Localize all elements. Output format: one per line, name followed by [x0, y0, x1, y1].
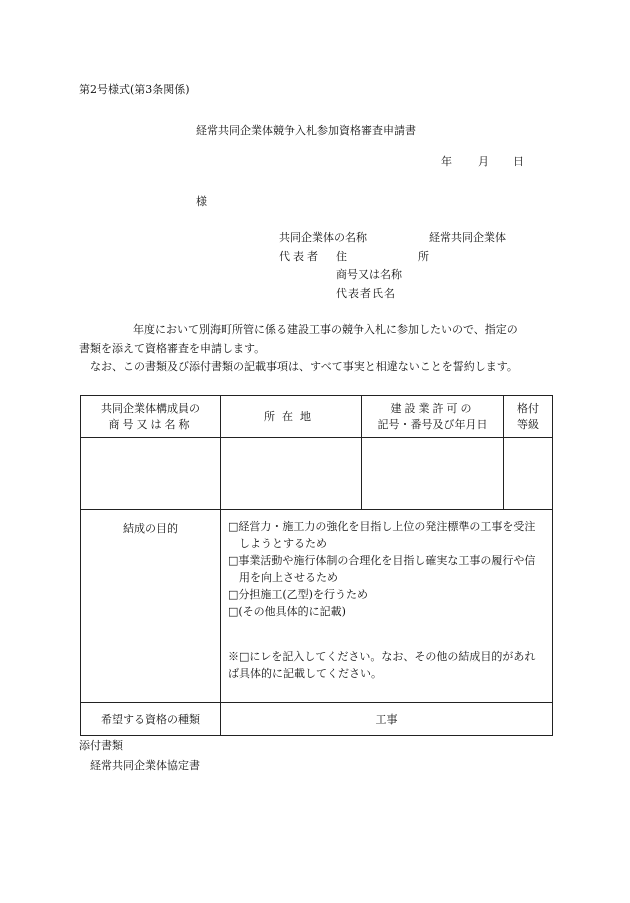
- purpose-label: 結成の目的: [81, 510, 221, 703]
- purpose-option-2[interactable]: □事業活動や施行体制の合理化を目指し確実な工事の履行や信用を向上させるため: [228, 554, 536, 584]
- document-title: 経常共同企業体競争入札参加資格審査申請書: [196, 124, 416, 137]
- purpose-note: ※□にレを記入してください。なお、その他の結成目的があれば具体的に記載してください。: [228, 650, 536, 680]
- desired-qualification-label: 希望する資格の種類: [81, 703, 221, 736]
- attachments-label: 添付書類: [79, 739, 123, 752]
- purpose-option-1[interactable]: □経営力・施工力の強化を目指し上位の発注標準の工事を受注しようとするため: [228, 520, 536, 550]
- purpose-option-3[interactable]: □分担施工(乙型)を行うため: [228, 588, 368, 601]
- representative-name-label: 代表者氏名: [336, 287, 396, 300]
- purpose-row: [81, 510, 553, 703]
- location-header: 所在地: [221, 396, 362, 438]
- purpose-options: [221, 510, 553, 703]
- grade-header: 格付 等級: [504, 396, 553, 438]
- table-row: [81, 438, 553, 510]
- jv-name-value: 経常共同企業体: [429, 231, 506, 244]
- desired-qualification-row: [81, 703, 553, 736]
- application-table: [80, 395, 553, 736]
- license-cell[interactable]: [362, 438, 504, 510]
- trade-name-label: 商号又は名称: [336, 268, 402, 281]
- license-header: 建設業許可の 記号・番号及び年月日: [362, 396, 504, 438]
- body-paragraph-2: なお、この書類及び添付書類の記載事項は、すべて事実と相違ないことを誓約します。: [90, 360, 518, 373]
- purpose-option-4[interactable]: □(その他具体的に記載): [228, 605, 346, 618]
- date-year: 年: [441, 155, 452, 168]
- form-number: 第2号様式(第3条関係): [79, 83, 190, 96]
- date-month: 月: [478, 155, 489, 168]
- representative-label: 代表者: [279, 250, 321, 263]
- table-header-row: [81, 396, 553, 438]
- addressee-suffix: 様: [196, 195, 207, 208]
- member-name-header: 共同企業体構成員の 商号又は名称: [81, 396, 221, 438]
- body-paragraph-1a: 年度において別海町所管に係る建設工事の競争入札に参加したいので、指定の: [133, 323, 518, 336]
- address-label: 住 所: [336, 250, 459, 263]
- location-cell[interactable]: [221, 438, 362, 510]
- date-day: 日: [513, 155, 524, 168]
- member-name-cell[interactable]: [81, 438, 221, 510]
- attachment-item: 経常共同企業体協定書: [90, 759, 200, 772]
- body-paragraph-1b: 書類を添えて資格審査を申請します。: [79, 342, 266, 355]
- desired-qualification-value: 工事: [221, 703, 553, 736]
- grade-cell[interactable]: [504, 438, 553, 510]
- jv-name-label: 共同企業体の名称: [279, 231, 367, 244]
